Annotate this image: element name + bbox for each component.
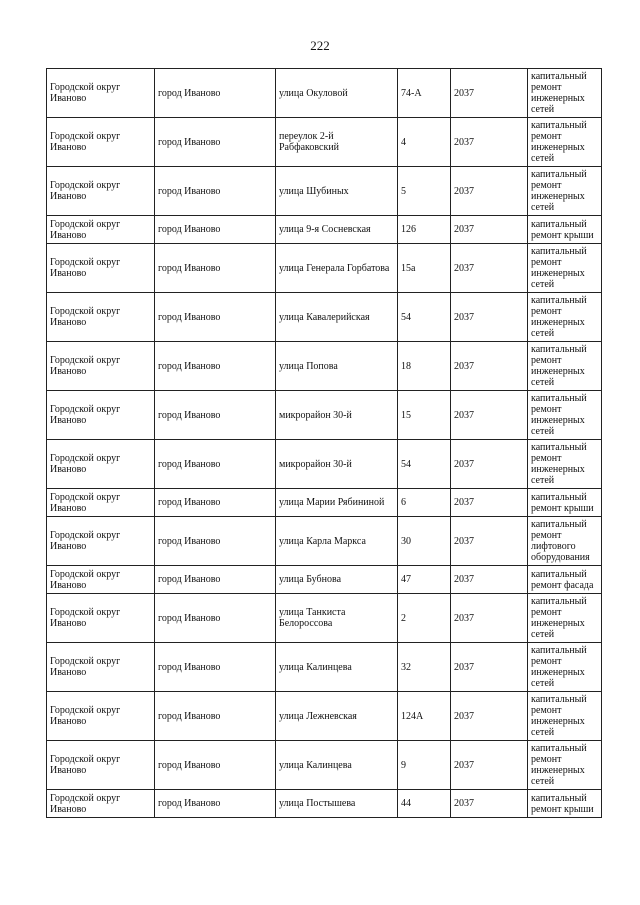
work-type-cell: капитальный ремонт инженерных сетей: [528, 391, 602, 440]
table-row: [47, 440, 602, 489]
house-cell: 15: [398, 391, 451, 440]
street-cell: улица Марии Рябининой: [276, 489, 398, 517]
year-cell: 2037: [451, 489, 528, 517]
table-row: [47, 566, 602, 594]
repair-schedule-table: [46, 68, 602, 818]
table-row: [47, 118, 602, 167]
work-type-cell: капитальный ремонт инженерных сетей: [528, 692, 602, 741]
street-cell: улица Калинцева: [276, 741, 398, 790]
city-cell: город Иваново: [155, 692, 276, 741]
house-cell: 32: [398, 643, 451, 692]
district-cell: Городской округ Иваново: [47, 517, 155, 566]
city-cell: город Иваново: [155, 244, 276, 293]
house-cell: 15а: [398, 244, 451, 293]
city-cell: город Иваново: [155, 517, 276, 566]
year-cell: 2037: [451, 594, 528, 643]
work-type-cell: капитальный ремонт инженерных сетей: [528, 342, 602, 391]
district-cell: Городской округ Иваново: [47, 293, 155, 342]
street-cell: улица Калинцева: [276, 643, 398, 692]
district-cell: Городской округ Иваново: [47, 643, 155, 692]
house-cell: 44: [398, 790, 451, 818]
district-cell: Городской округ Иваново: [47, 566, 155, 594]
city-cell: город Иваново: [155, 643, 276, 692]
table-row: [47, 391, 602, 440]
city-cell: город Иваново: [155, 741, 276, 790]
year-cell: 2037: [451, 293, 528, 342]
district-cell: Городской округ Иваново: [47, 342, 155, 391]
house-cell: 18: [398, 342, 451, 391]
house-cell: 2: [398, 594, 451, 643]
city-cell: город Иваново: [155, 566, 276, 594]
street-cell: улица Бубнова: [276, 566, 398, 594]
street-cell: улица Постышева: [276, 790, 398, 818]
table-row: [47, 594, 602, 643]
house-cell: 9: [398, 741, 451, 790]
table-row: [47, 244, 602, 293]
year-cell: 2037: [451, 790, 528, 818]
house-cell: 30: [398, 517, 451, 566]
street-cell: микрорайон 30-й: [276, 391, 398, 440]
street-cell: улица Танкиста Белороссова: [276, 594, 398, 643]
city-cell: город Иваново: [155, 489, 276, 517]
city-cell: город Иваново: [155, 293, 276, 342]
year-cell: 2037: [451, 342, 528, 391]
street-cell: улица Лежневская: [276, 692, 398, 741]
table-row: [47, 692, 602, 741]
district-cell: Городской округ Иваново: [47, 790, 155, 818]
district-cell: Городской округ Иваново: [47, 489, 155, 517]
year-cell: 2037: [451, 167, 528, 216]
year-cell: 2037: [451, 440, 528, 489]
district-cell: Городской округ Иваново: [47, 244, 155, 293]
city-cell: город Иваново: [155, 790, 276, 818]
table-row: [47, 489, 602, 517]
house-cell: 5: [398, 167, 451, 216]
work-type-cell: капитальный ремонт инженерных сетей: [528, 118, 602, 167]
work-type-cell: капитальный ремонт инженерных сетей: [528, 244, 602, 293]
district-cell: Городской округ Иваново: [47, 692, 155, 741]
table-row: [47, 293, 602, 342]
street-cell: улица Генерала Горбатова: [276, 244, 398, 293]
city-cell: город Иваново: [155, 167, 276, 216]
year-cell: 2037: [451, 244, 528, 293]
district-cell: Городской округ Иваново: [47, 391, 155, 440]
street-cell: переулок 2-й Рабфаковский: [276, 118, 398, 167]
house-cell: 126: [398, 216, 451, 244]
year-cell: 2037: [451, 692, 528, 741]
district-cell: Городской округ Иваново: [47, 167, 155, 216]
year-cell: 2037: [451, 741, 528, 790]
work-type-cell: капитальный ремонт фасада: [528, 566, 602, 594]
year-cell: 2037: [451, 118, 528, 167]
city-cell: город Иваново: [155, 342, 276, 391]
work-type-cell: капитальный ремонт крыши: [528, 216, 602, 244]
house-cell: 4: [398, 118, 451, 167]
house-cell: 54: [398, 440, 451, 489]
work-type-cell: капитальный ремонт инженерных сетей: [528, 594, 602, 643]
district-cell: Городской округ Иваново: [47, 440, 155, 489]
city-cell: город Иваново: [155, 440, 276, 489]
year-cell: 2037: [451, 566, 528, 594]
work-type-cell: капитальный ремонт лифтового оборудования: [528, 517, 602, 566]
district-cell: Городской округ Иваново: [47, 69, 155, 118]
table-row: [47, 790, 602, 818]
year-cell: 2037: [451, 643, 528, 692]
year-cell: 2037: [451, 517, 528, 566]
street-cell: улица Попова: [276, 342, 398, 391]
street-cell: улица Окуловой: [276, 69, 398, 118]
district-cell: Городской округ Иваново: [47, 741, 155, 790]
work-type-cell: капитальный ремонт инженерных сетей: [528, 741, 602, 790]
street-cell: улица Кавалерийская: [276, 293, 398, 342]
table-row: [47, 741, 602, 790]
table-row: [47, 342, 602, 391]
table-row: [47, 643, 602, 692]
house-cell: 74-А: [398, 69, 451, 118]
work-type-cell: капитальный ремонт инженерных сетей: [528, 643, 602, 692]
city-cell: город Иваново: [155, 391, 276, 440]
page-number: 222: [310, 38, 330, 53]
year-cell: 2037: [451, 391, 528, 440]
year-cell: 2037: [451, 69, 528, 118]
table-row: [47, 167, 602, 216]
street-cell: улица Шубиных: [276, 167, 398, 216]
table-row: [47, 216, 602, 244]
street-cell: микрорайон 30-й: [276, 440, 398, 489]
work-type-cell: капитальный ремонт инженерных сетей: [528, 167, 602, 216]
street-cell: улица 9-я Сосневская: [276, 216, 398, 244]
house-cell: 124А: [398, 692, 451, 741]
district-cell: Городской округ Иваново: [47, 594, 155, 643]
work-type-cell: капитальный ремонт крыши: [528, 489, 602, 517]
city-cell: город Иваново: [155, 118, 276, 167]
house-cell: 6: [398, 489, 451, 517]
table-row: [47, 69, 602, 118]
house-cell: 47: [398, 566, 451, 594]
district-cell: Городской округ Иваново: [47, 216, 155, 244]
house-cell: 54: [398, 293, 451, 342]
table-body: [47, 69, 602, 818]
city-cell: город Иваново: [155, 69, 276, 118]
year-cell: 2037: [451, 216, 528, 244]
work-type-cell: капитальный ремонт крыши: [528, 790, 602, 818]
work-type-cell: капитальный ремонт инженерных сетей: [528, 440, 602, 489]
work-type-cell: капитальный ремонт инженерных сетей: [528, 293, 602, 342]
city-cell: город Иваново: [155, 216, 276, 244]
city-cell: город Иваново: [155, 594, 276, 643]
work-type-cell: капитальный ремонт инженерных сетей: [528, 69, 602, 118]
district-cell: Городской округ Иваново: [47, 118, 155, 167]
street-cell: улица Карла Маркса: [276, 517, 398, 566]
table-row: [47, 517, 602, 566]
